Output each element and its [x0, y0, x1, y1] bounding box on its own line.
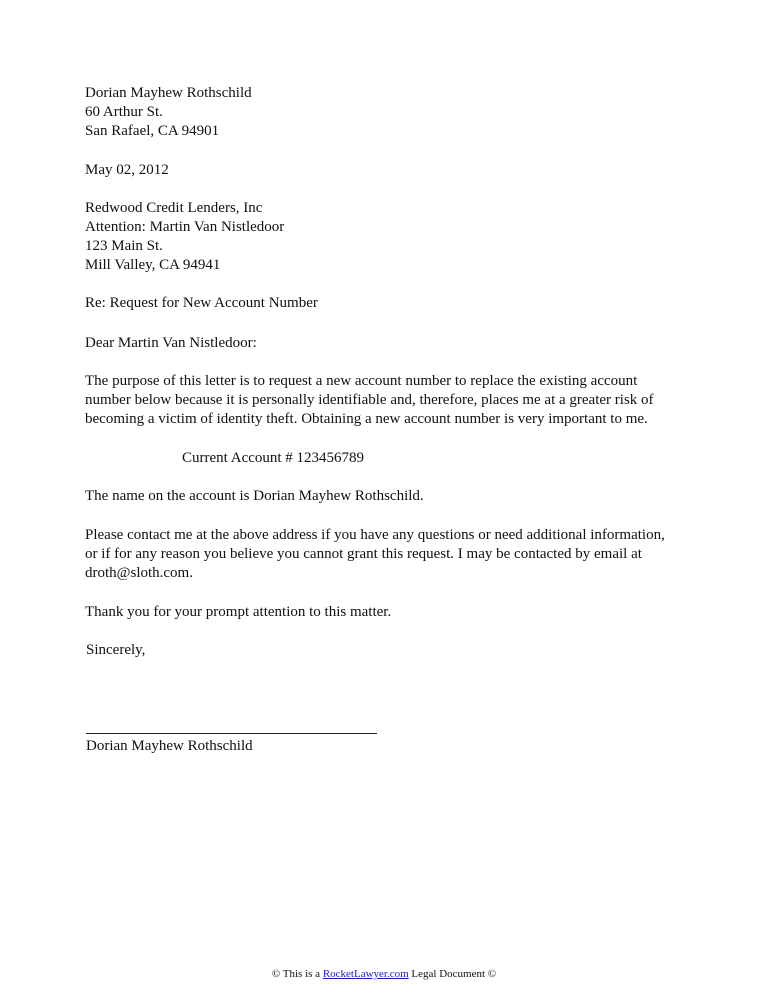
- paragraph2: The name on the account is Dorian Mayhew Rothschild.: [85, 488, 424, 504]
- rocketlawyer-link[interactable]: RocketLawyer.com: [322, 968, 409, 980]
- paragraph1-line1: The purpose of this letter is to request a new account number to replace the existing account: [85, 373, 638, 389]
- salutation: Dear Martin Van Nistledoor:: [85, 335, 257, 351]
- recipient-attention: Attention: Martin Van Nistledoor: [85, 219, 285, 235]
- footer-notice: [0, 967, 768, 981]
- paragraph3-line3: droth@sloth.com.: [85, 565, 193, 581]
- current-account-line: Current Account # 123456789: [182, 450, 365, 466]
- footer-suffix: Legal Document ©: [408, 968, 497, 980]
- sender-city-state-zip: San Rafael, CA 94901: [85, 123, 220, 139]
- recipient-street: 123 Main St.: [85, 238, 163, 254]
- sender-street: 60 Arthur St.: [85, 104, 163, 120]
- sender-name: Dorian Mayhew Rothschild: [85, 85, 252, 101]
- closing: Sincerely,: [86, 642, 146, 658]
- paragraph3-line2: or if for any reason you believe you cannot grant this request. I may be contacted by email at: [85, 546, 642, 562]
- signature-line: [86, 733, 377, 734]
- recipient-company: Redwood Credit Lenders, Inc: [85, 200, 263, 216]
- signature-name: Dorian Mayhew Rothschild: [86, 738, 253, 754]
- paragraph3-line1: Please contact me at the above address if you have any questions or need additional information,: [85, 527, 665, 543]
- paragraph4: Thank you for your prompt attention to this matter.: [85, 604, 392, 620]
- subject-line: Re: Request for New Account Number: [85, 295, 318, 311]
- paragraph1-line3: becoming a victim of identity theft. Obtaining a new account number is very important to me.: [85, 411, 648, 427]
- footer-prefix: © This is a: [271, 968, 323, 980]
- letter-date: May 02, 2012: [85, 162, 169, 178]
- paragraph1-line2: number below because it is personally identifiable and, therefore, places me at a greater risk of: [85, 392, 654, 408]
- recipient-city-state-zip: Mill Valley, CA 94941: [85, 257, 221, 273]
